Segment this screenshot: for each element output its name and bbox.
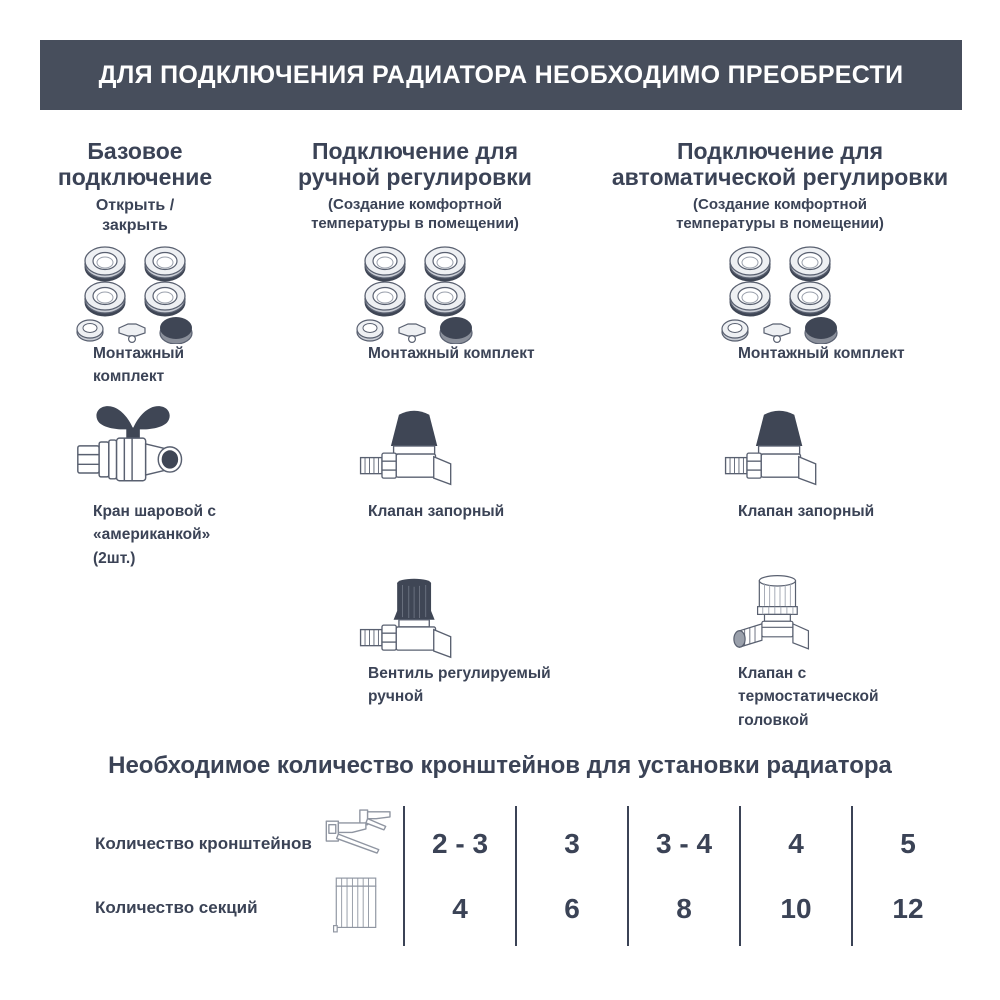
thermostatic-valve-label: Клапан с термостатической головкой xyxy=(738,665,879,729)
column-subtitle: (Создание комфортной температуры в помещении) xyxy=(311,196,519,232)
bracket-icon xyxy=(322,804,396,866)
table-value: 2 - 3 xyxy=(431,828,489,859)
header-banner xyxy=(40,40,962,110)
brackets-section-title: Необходимое количество кронштейнов для установки радиатора xyxy=(108,752,892,779)
ball-valve-label: Кран шаровой с «американкой» (2шт.) xyxy=(93,503,216,567)
table-divider xyxy=(627,806,629,946)
table-value: 10 xyxy=(780,893,812,924)
mounting-kit-label: Монтажный комплект xyxy=(738,345,905,362)
column-basic-connection xyxy=(25,138,245,738)
column-manual-regulation xyxy=(280,138,550,738)
table-divider xyxy=(515,806,517,946)
table-value: 5 xyxy=(900,828,916,859)
manual-valve-label: Вентиль регулируемый ручной xyxy=(368,665,551,706)
table-value: 3 xyxy=(564,828,580,859)
table-divider xyxy=(403,806,405,946)
table-divider xyxy=(851,806,853,946)
mounting-kit-label: Монтажный комплект xyxy=(368,345,535,362)
mounting-kit-icon xyxy=(340,244,490,344)
radiator-icon xyxy=(330,872,382,938)
column-title: Подключение для ручной регулировки xyxy=(298,138,532,191)
column-subtitle: Открыть / закрыть xyxy=(95,197,175,234)
thermostatic-valve-icon xyxy=(724,568,836,672)
table-value: 4 xyxy=(452,893,468,924)
table-value: 8 xyxy=(676,893,692,924)
sections-row-label: Количество секций xyxy=(95,898,258,917)
table-value: 6 xyxy=(564,893,580,924)
table-value: 3 - 4 xyxy=(655,828,713,859)
header-title: ДЛЯ ПОДКЛЮЧЕНИЯ РАДИАТОРА НЕОБХОДИМО ПРЕОБРЕСТИ xyxy=(98,60,904,89)
stop-valve-label: Клапан запорный xyxy=(738,503,875,520)
manual-valve-icon xyxy=(357,568,473,668)
mounting-kit-label: Монтажный комплект xyxy=(93,345,185,386)
mounting-kit-icon xyxy=(705,244,855,344)
table-divider xyxy=(739,806,741,946)
stop-valve-icon xyxy=(357,396,473,496)
column-automatic-regulation xyxy=(600,138,960,738)
mounting-kit-icon xyxy=(60,244,210,344)
table-value: 4 xyxy=(788,828,804,859)
stop-valve-label: Клапан запорный xyxy=(368,503,505,520)
table-value: 12 xyxy=(892,893,924,924)
ball-valve-icon xyxy=(72,396,198,488)
stop-valve-icon xyxy=(722,396,838,496)
column-title: Базовое подключение xyxy=(57,138,213,191)
column-subtitle: (Создание комфортной температуры в помещении) xyxy=(676,196,884,232)
brackets-row-label: Количество кронштейнов xyxy=(95,834,312,853)
column-title: Подключение для автоматической регулировки xyxy=(611,138,949,191)
